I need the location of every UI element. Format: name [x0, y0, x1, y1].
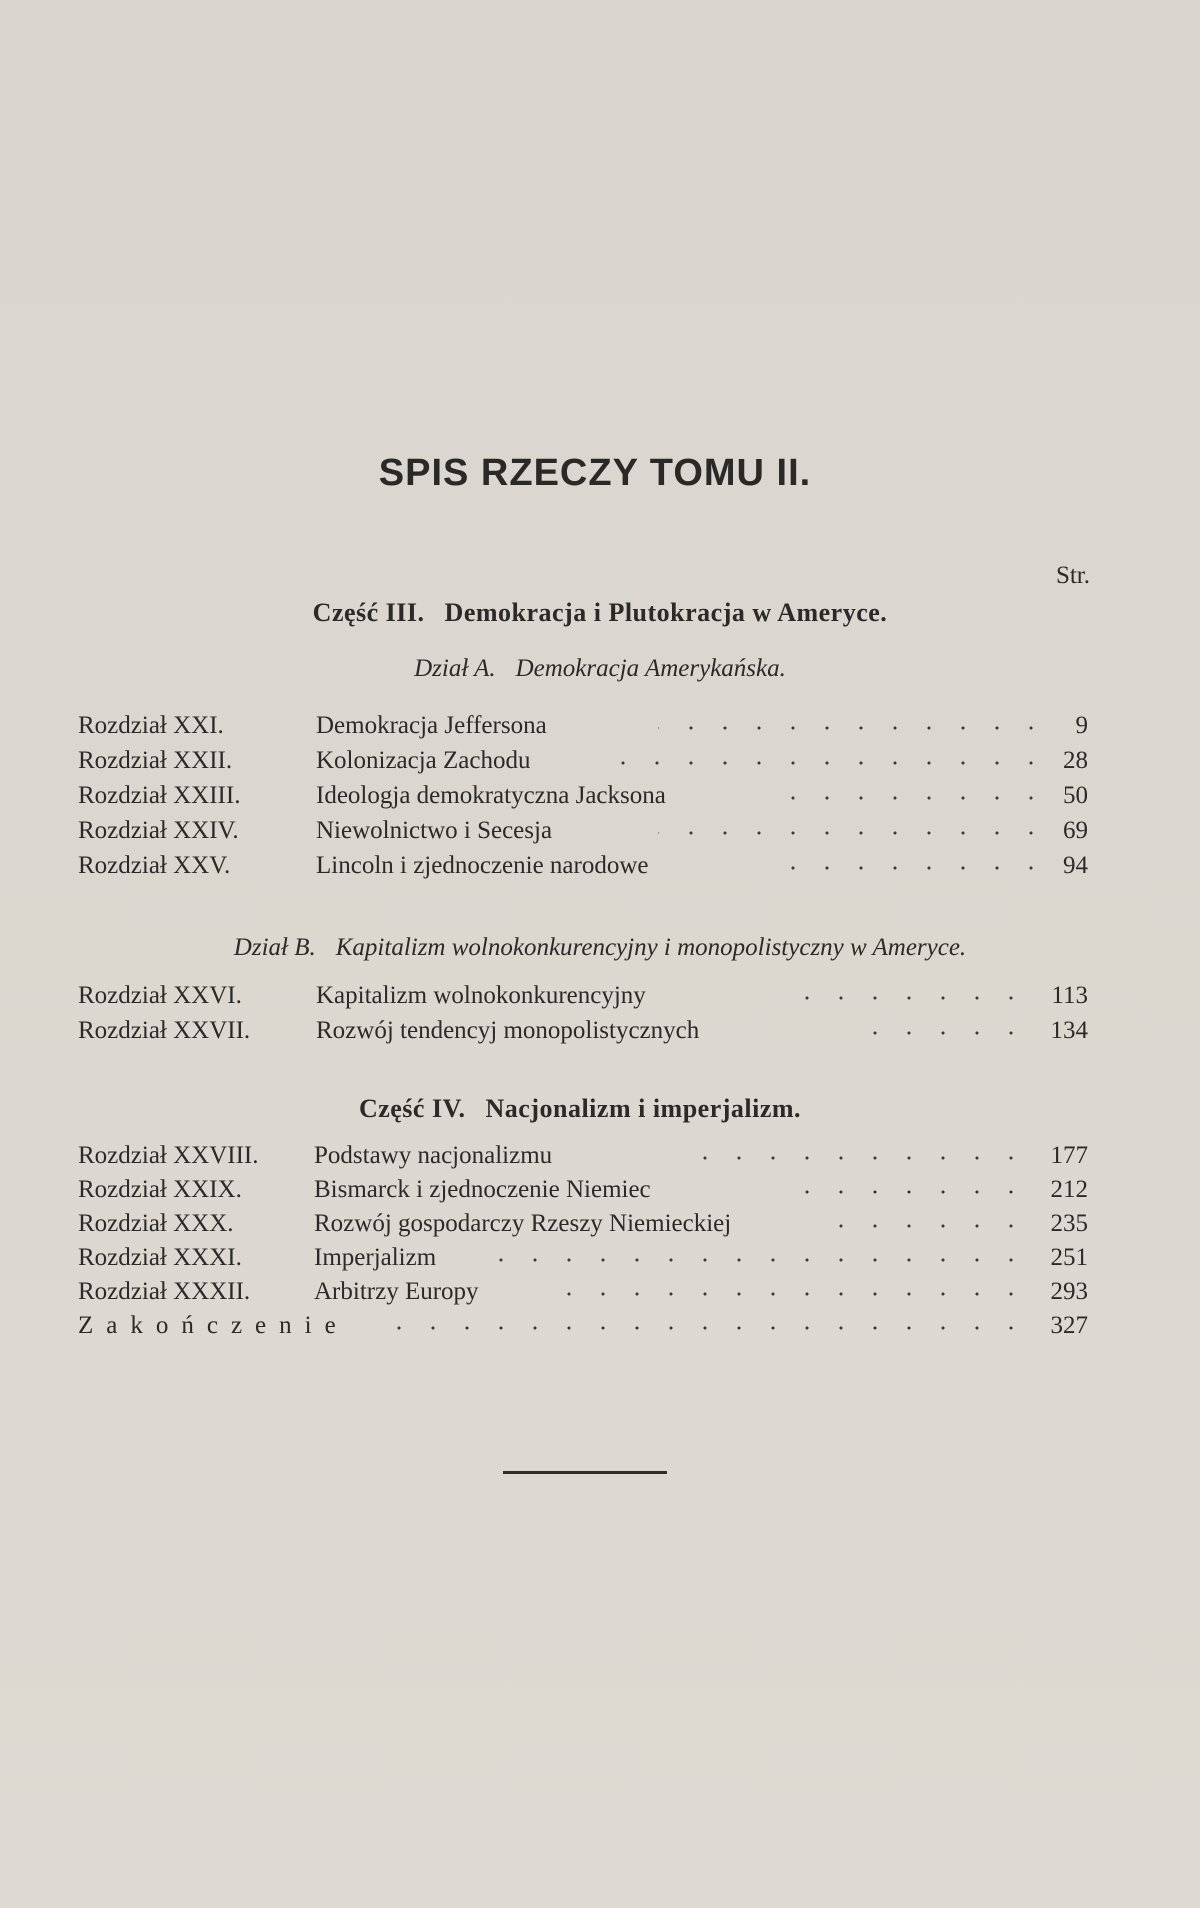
dot-leader: [778, 1190, 1028, 1194]
toc-row: [78, 747, 1088, 781]
chapter-title: Ideologja demokratyczna Jacksona: [316, 782, 666, 809]
chapter-title: Imperjalizm: [314, 1244, 437, 1271]
toc-row: [78, 817, 1088, 851]
chapter-number: Rozdział XXX.: [78, 1210, 234, 1237]
dot-leader: [778, 996, 1028, 1000]
page-number: 212: [1050, 1176, 1088, 1203]
chapter-title: Kapitalizm wolnokonkurencyjny: [316, 982, 646, 1009]
page-title: SPIS RZECZY TOMU II.: [378, 452, 812, 494]
dot-leader: [818, 1224, 1028, 1228]
chapter-title: Niewolnictwo i Secesja: [316, 817, 553, 844]
division-b-heading: [0, 934, 1200, 962]
page-column-header: Str.: [1055, 562, 1090, 589]
part-3-heading: [0, 598, 1200, 628]
chapter-title: Lincoln i zjednoczenie narodowe: [316, 852, 649, 879]
chapter-title: Zakończenie: [78, 1312, 349, 1339]
part-4-heading: [0, 1094, 1200, 1124]
page-number: 293: [1050, 1278, 1088, 1305]
page-number: 177: [1050, 1142, 1088, 1169]
part-3-title: Demokracja i Plutokracja w Ameryce.: [444, 598, 888, 627]
division-a-heading: [0, 655, 1200, 683]
page-number: 9: [1075, 712, 1088, 739]
dot-leader: [658, 831, 1048, 835]
chapter-number: Rozdział XXIX.: [78, 1176, 242, 1203]
chapter-number: Rozdział XXVIII.: [78, 1142, 259, 1169]
division-a-label: Dział A.: [414, 655, 496, 682]
dot-leader: [608, 761, 1048, 765]
part-4-number: Część IV.: [358, 1094, 466, 1123]
page-number: 113: [1051, 982, 1088, 1009]
chapter-number: Rozdział XXIV.: [78, 817, 239, 844]
page-number: 94: [1063, 852, 1088, 879]
division-b-title: Kapitalizm wolnokonkurencyjny i monopolistyczny w Ameryce.: [335, 934, 967, 961]
page-number: 327: [1050, 1312, 1088, 1339]
toc-row: [78, 1210, 1088, 1244]
division-a-title: Demokracja Amerykańska.: [515, 655, 786, 682]
dot-leader: [763, 796, 1048, 800]
toc-row: [78, 1176, 1088, 1210]
toc-row: [78, 1017, 1088, 1051]
dot-leader: [378, 1326, 1028, 1330]
toc-row: [78, 1278, 1088, 1312]
toc-row: [78, 1142, 1088, 1176]
page-number: 251: [1050, 1244, 1088, 1271]
dot-leader: [678, 1156, 1028, 1160]
chapter-title: Rozwój tendencyj monopolistycznych: [316, 1017, 700, 1044]
chapter-number: Rozdział XXV.: [78, 852, 231, 879]
chapter-title: Demokracja Jeffersona: [316, 712, 547, 739]
toc-row: [78, 782, 1088, 816]
dot-leader: [768, 866, 1048, 870]
chapter-number: Rozdział XXVII.: [78, 1017, 251, 1044]
chapter-number: Rozdział XXXII.: [78, 1278, 251, 1305]
toc-row-conclusion: [78, 1312, 1088, 1346]
chapter-number: Rozdział XXVI.: [78, 982, 242, 1009]
chapter-number: Rozdział XXI.: [78, 712, 224, 739]
page-number: 235: [1050, 1210, 1088, 1237]
part-3-number: Część III.: [312, 598, 425, 627]
chapter-number: Rozdział XXXI.: [78, 1244, 242, 1271]
chapter-number: Rozdział XXIII.: [78, 782, 241, 809]
toc-row: [78, 852, 1088, 886]
dot-leader: [858, 1031, 1028, 1035]
division-b-label: Dział B.: [233, 934, 316, 961]
chapter-title: Arbitrzy Europy: [314, 1278, 479, 1305]
part-4-title: Nacjonalizm i imperjalizm.: [485, 1094, 802, 1123]
chapter-title: Kolonizacja Zachodu: [316, 747, 531, 774]
dot-leader: [658, 726, 1048, 730]
chapter-title: Rozwój gospodarczy Rzeszy Niemieckiej: [314, 1210, 732, 1237]
toc-row: [78, 712, 1088, 746]
closing-rule: [503, 1471, 667, 1474]
chapter-number: Rozdział XXII.: [78, 747, 233, 774]
page-number: 50: [1063, 782, 1088, 809]
dot-leader: [538, 1292, 1028, 1296]
page-number: 69: [1063, 817, 1088, 844]
page-number: 134: [1050, 1017, 1088, 1044]
toc-row: [78, 1244, 1088, 1278]
dot-leader: [498, 1258, 1028, 1262]
chapter-title: Bismarck i zjednoczenie Niemiec: [314, 1176, 651, 1203]
page-number: 28: [1063, 747, 1088, 774]
chapter-title: Podstawy nacjonalizmu: [314, 1142, 553, 1169]
toc-row: [78, 982, 1088, 1016]
